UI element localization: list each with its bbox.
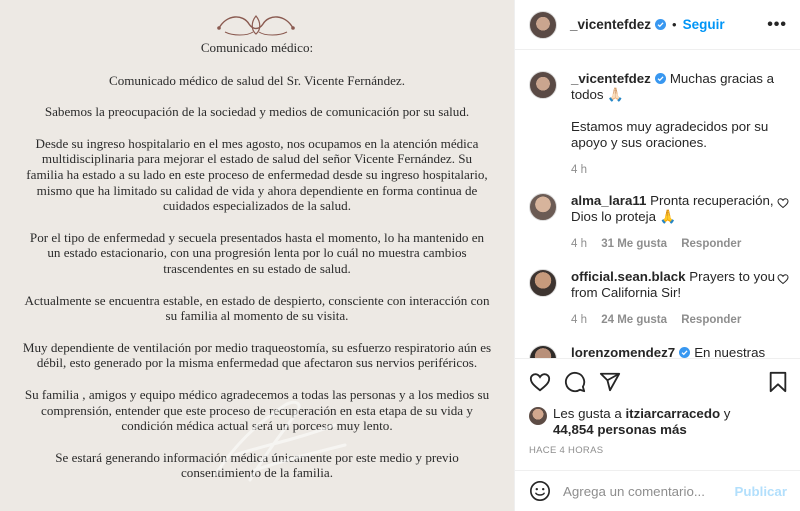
comment-text bbox=[571, 269, 791, 301]
avatar[interactable] bbox=[529, 193, 557, 221]
share-icon[interactable] bbox=[599, 371, 621, 393]
comment-likes[interactable]: 31 Me gusta bbox=[601, 238, 668, 250]
statement-paragraph: Su familia , amigos y equipo médico agradecemos a todas las personas y a los medios su comprensión, entender que este proceso de recuperación en esta etapa de su vida y condición médica actual será un porceso muy lento. bbox=[24, 386, 490, 434]
post-sidebar bbox=[514, 0, 800, 511]
separator-dot: • bbox=[672, 17, 677, 32]
statement-paragraph: Muy dependiente de ventilación por medio traqueostomía, su esfuerzo respiratorio aún es débil, esto generado por la misma enfermedad que afectaron sus nervios periféricos. bbox=[22, 339, 492, 371]
comment-username[interactable]: official.sean.black bbox=[571, 269, 686, 284]
likes-prefix: Les gusta a bbox=[553, 406, 622, 421]
verified-badge-icon bbox=[655, 19, 666, 30]
comment-text bbox=[571, 345, 791, 358]
caption-text bbox=[571, 71, 791, 151]
post-header bbox=[515, 0, 800, 50]
posted-ago[interactable]: HACE 4 HORAS bbox=[529, 445, 604, 456]
list-item bbox=[529, 269, 791, 326]
medical-statement bbox=[22, 40, 492, 497]
more-icon[interactable]: ••• bbox=[767, 16, 787, 33]
comment-body: Prayers to you from California Sir! bbox=[571, 269, 775, 300]
comment-meta bbox=[571, 238, 791, 250]
avatar[interactable] bbox=[529, 269, 557, 297]
post-actions bbox=[515, 358, 800, 470]
likes-summary bbox=[529, 406, 789, 438]
ornament-icon bbox=[213, 10, 299, 38]
statement-paragraph: Actualmente se encuentra estable, en estado de despierto, consciente con interacción con su familia al momento de su visita. bbox=[24, 292, 490, 324]
likes-user[interactable]: itziarcarracedo bbox=[625, 406, 721, 421]
statement-paragraph: Comunicado médico de salud del Sr. Vicente Fernández. bbox=[108, 72, 406, 88]
heart-icon[interactable] bbox=[777, 273, 789, 285]
comments-list[interactable] bbox=[515, 51, 800, 358]
caption-line1: Muchas gracias a todos 🙏🏻 bbox=[571, 71, 775, 102]
reply-button[interactable]: Responder bbox=[681, 238, 742, 250]
verified-badge-icon bbox=[655, 73, 666, 84]
statement-paragraph: Sabemos la preocupación de la sociedad y medios de comunicación por su salud. bbox=[44, 104, 470, 120]
verified-badge-icon bbox=[679, 347, 690, 358]
caption-username[interactable]: _vicentefdez bbox=[571, 71, 651, 86]
avatar[interactable] bbox=[529, 345, 557, 358]
comment-body: Pronta recuperación, Dios lo proteja 🙏 bbox=[571, 193, 774, 224]
likes-count[interactable]: 44,854 personas más bbox=[553, 422, 687, 437]
avatar[interactable] bbox=[529, 71, 557, 99]
caption-meta bbox=[571, 164, 791, 176]
statement-paragraph: Desde su ingreso hospitalario en el mes agosto, nos ocupamos en la atención médica multidisciplinaria para mejorar el estado de salud del señor Vicente Fernández. Su familia ha estado a su lado en este proceso de enfermedad desde su ingreso hospitalario, mismo que ha limitado su calidad de vida y ahora dependiente en forma continua de cuidados especializados de la salud. bbox=[26, 135, 488, 214]
comment-body: En nuestras bbox=[694, 345, 766, 358]
statement-paragraph: Por el tipo de enfermedad y secuela presentados hasta el momento, lo ha mantenido en un estado estacionario, con una progresión lenta por lo cuál no muestra cambios trascendentes en su estado de salud. bbox=[29, 229, 485, 276]
statement-paragraph: Se estará generando información médica únicamente por este medio y previo consentimiento de la familia. bbox=[55, 449, 459, 481]
comment-username[interactable]: lorenzomendez7 bbox=[571, 345, 676, 358]
emoji-icon[interactable] bbox=[529, 480, 551, 502]
comment-input[interactable] bbox=[563, 484, 733, 499]
comment-text bbox=[571, 193, 791, 225]
comment-time[interactable]: 4 h bbox=[571, 238, 587, 250]
comment-likes[interactable]: 24 Me gusta bbox=[601, 314, 668, 326]
statement-title: Comunicado médico: bbox=[200, 40, 314, 55]
comment-username[interactable]: alma_lara11 bbox=[571, 193, 647, 208]
reply-button[interactable]: Responder bbox=[681, 314, 742, 326]
avatar[interactable] bbox=[529, 407, 547, 425]
comment-meta bbox=[571, 314, 791, 326]
likes-and: y bbox=[723, 406, 731, 421]
comment-composer bbox=[515, 470, 800, 511]
heart-icon[interactable] bbox=[777, 197, 789, 209]
list-item bbox=[529, 345, 791, 358]
comment-icon[interactable] bbox=[564, 371, 586, 393]
heart-icon[interactable] bbox=[529, 371, 551, 393]
header-username[interactable]: _vicentefdez bbox=[570, 17, 652, 32]
avatar[interactable] bbox=[529, 11, 557, 39]
caption-time[interactable]: 4 h bbox=[571, 164, 587, 176]
list-item bbox=[529, 193, 791, 250]
bookmark-icon[interactable] bbox=[767, 371, 789, 393]
follow-button[interactable]: Seguir bbox=[682, 17, 725, 32]
publish-button[interactable]: Publicar bbox=[734, 484, 787, 499]
comment-time[interactable]: 4 h bbox=[571, 314, 587, 326]
caption-line2: Estamos muy agradecidos por su apoyo y sus oraciones. bbox=[571, 119, 769, 150]
caption bbox=[529, 71, 791, 176]
